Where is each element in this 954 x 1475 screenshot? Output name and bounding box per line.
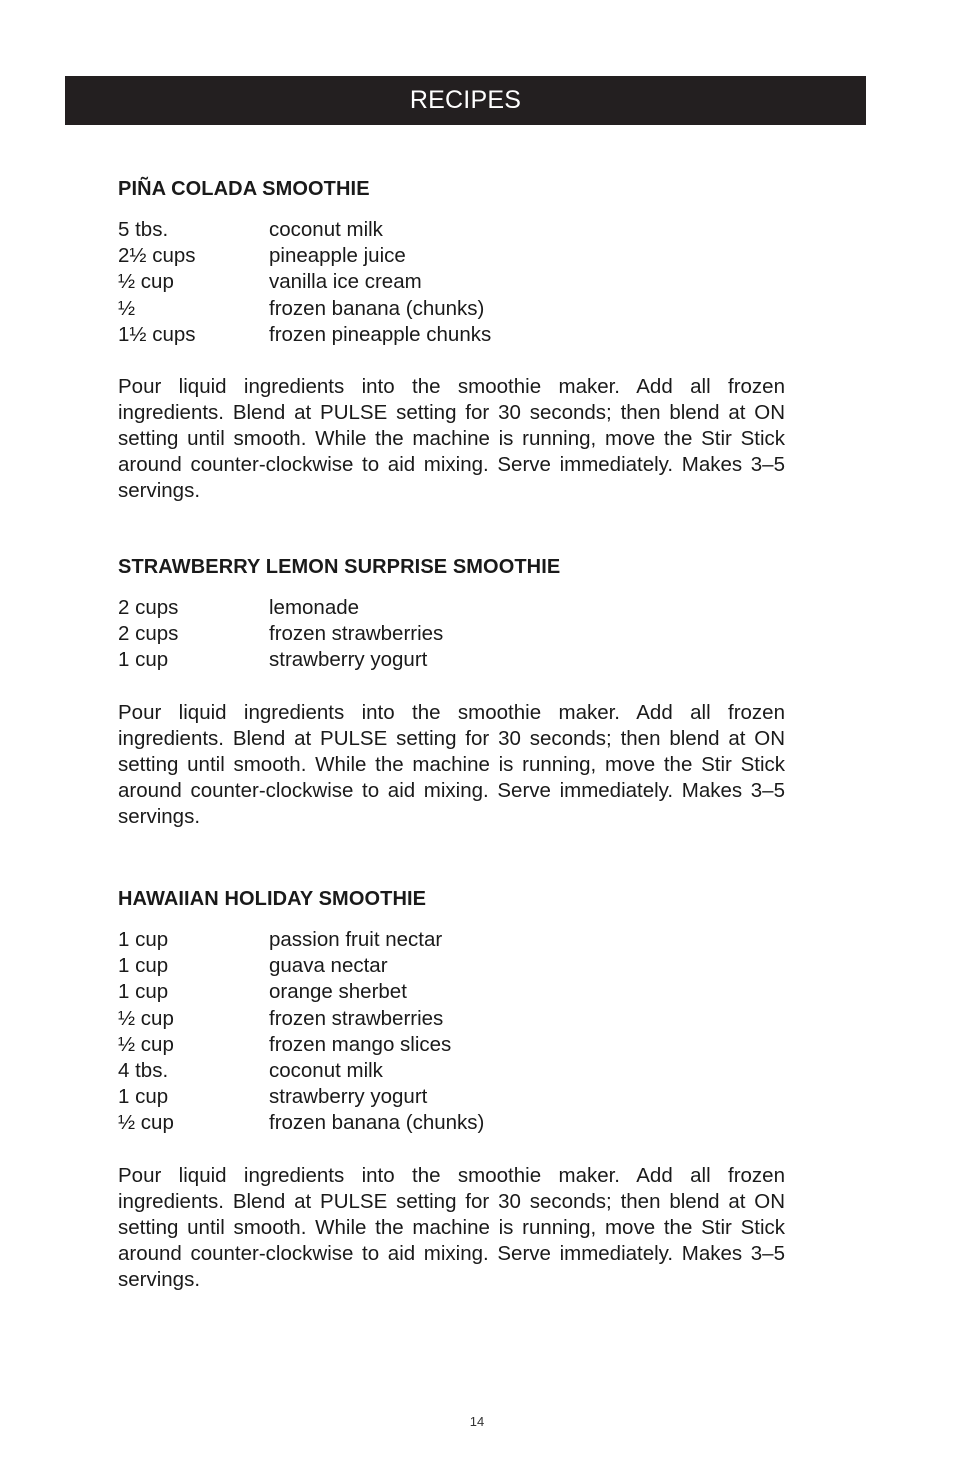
ingredient-quantity: 1 cup	[118, 954, 169, 978]
ingredient-row	[118, 595, 785, 621]
ingredient-quantity: ½	[118, 296, 136, 320]
recipe-instructions: Pour liquid ingredients into the smoothie maker. Add all frozen ingredients. Blend at PULSE setting for 30 seconds; then blend at ON setting until smooth. While the machine is running, move the Stir Stick around counter-clockwise to aid mixing. Serve immediately. Makes 3–5 servings.	[118, 1163, 785, 1291]
ingredient-quantity: ½ cup	[118, 1006, 174, 1030]
ingredient-quantity: 1 cup	[118, 648, 169, 672]
ingredient-list	[118, 595, 785, 674]
recipe-title: PIÑA COLADA SMOOTHIE	[118, 178, 370, 200]
ingredient-row	[118, 322, 785, 348]
ingredient-name: coconut milk	[269, 218, 383, 241]
ingredient-quantity: ½ cup	[118, 1111, 174, 1135]
recipe-pina-colada	[118, 177, 785, 504]
ingredient-name: frozen strawberries	[269, 622, 444, 646]
page-number: 14	[469, 1414, 485, 1429]
ingredient-name: coconut milk	[269, 1058, 383, 1082]
ingredient-name: frozen strawberries	[269, 1006, 444, 1030]
ingredient-row	[118, 243, 785, 269]
ingredient-name: strawberry yogurt	[269, 648, 428, 672]
recipe-strawberry-lemon-surprise	[118, 555, 785, 830]
ingredient-row	[118, 927, 785, 953]
ingredient-name: frozen banana (chunks)	[269, 296, 485, 320]
ingredient-quantity: 2 cups	[118, 622, 179, 646]
ingredient-quantity: 5 tbs.	[118, 218, 169, 241]
ingredient-row	[118, 1084, 785, 1110]
ingredient-quantity: 4 tbs.	[118, 1058, 169, 1082]
page-title: RECIPES	[409, 86, 522, 114]
ingredient-name: pineapple juice	[269, 244, 406, 268]
ingredient-name: vanilla ice cream	[269, 270, 422, 294]
ingredient-name: passion fruit nectar	[269, 928, 443, 951]
ingredient-quantity: 2½ cups	[118, 244, 196, 268]
ingredient-row	[118, 296, 785, 322]
recipe-hawaiian-holiday	[118, 887, 785, 1293]
ingredient-name: orange sherbet	[269, 980, 407, 1004]
ingredient-quantity: 1 cup	[118, 928, 169, 951]
ingredient-row	[118, 647, 785, 673]
ingredient-name: frozen pineapple chunks	[269, 322, 492, 346]
ingredient-list	[118, 217, 785, 348]
ingredient-quantity: 1 cup	[118, 980, 169, 1004]
recipe-title: STRAWBERRY LEMON SURPRISE SMOOTHIE	[118, 556, 561, 578]
ingredient-row	[118, 1032, 785, 1058]
ingredient-quantity: ½ cup	[118, 1032, 174, 1056]
ingredient-quantity: 2 cups	[118, 596, 179, 619]
ingredient-row	[118, 953, 785, 979]
ingredient-list	[118, 927, 785, 1137]
ingredient-quantity: 1 cup	[118, 1085, 169, 1109]
section-header-bar	[65, 76, 866, 125]
ingredient-row	[118, 217, 785, 243]
recipe-instructions: Pour liquid ingredients into the smoothie maker. Add all frozen ingredients. Blend at PULSE setting for 30 seconds; then blend at ON setting until smooth. While the machine is running, move the Stir Stick around counter-clockwise to aid mixing. Serve immediately. Makes 3–5 servings.	[118, 700, 785, 828]
recipe-instructions: Pour liquid ingredients into the smoothie maker. Add all frozen ingredients. Blend at PULSE setting for 30 seconds; then blend at ON setting until smooth. While the machine is running, move the Stir Stick around counter-clockwise to aid mixing. Serve immediately. Makes 3–5 servings.	[118, 374, 785, 503]
ingredient-name: lemonade	[269, 596, 360, 619]
ingredient-name: frozen mango slices	[269, 1032, 452, 1056]
ingredient-row	[118, 1058, 785, 1084]
ingredient-row	[118, 269, 785, 295]
ingredient-row	[118, 621, 785, 647]
ingredient-name: strawberry yogurt	[269, 1085, 428, 1109]
recipe-title: HAWAIIAN HOLIDAY SMOOTHIE	[118, 888, 427, 910]
ingredient-row	[118, 1110, 785, 1136]
ingredient-name: guava nectar	[269, 954, 388, 978]
ingredient-row	[118, 1006, 785, 1032]
ingredient-quantity: ½ cup	[118, 270, 174, 294]
ingredient-quantity: 1½ cups	[118, 322, 196, 346]
ingredient-name: frozen banana (chunks)	[269, 1111, 485, 1135]
ingredient-row	[118, 979, 785, 1005]
